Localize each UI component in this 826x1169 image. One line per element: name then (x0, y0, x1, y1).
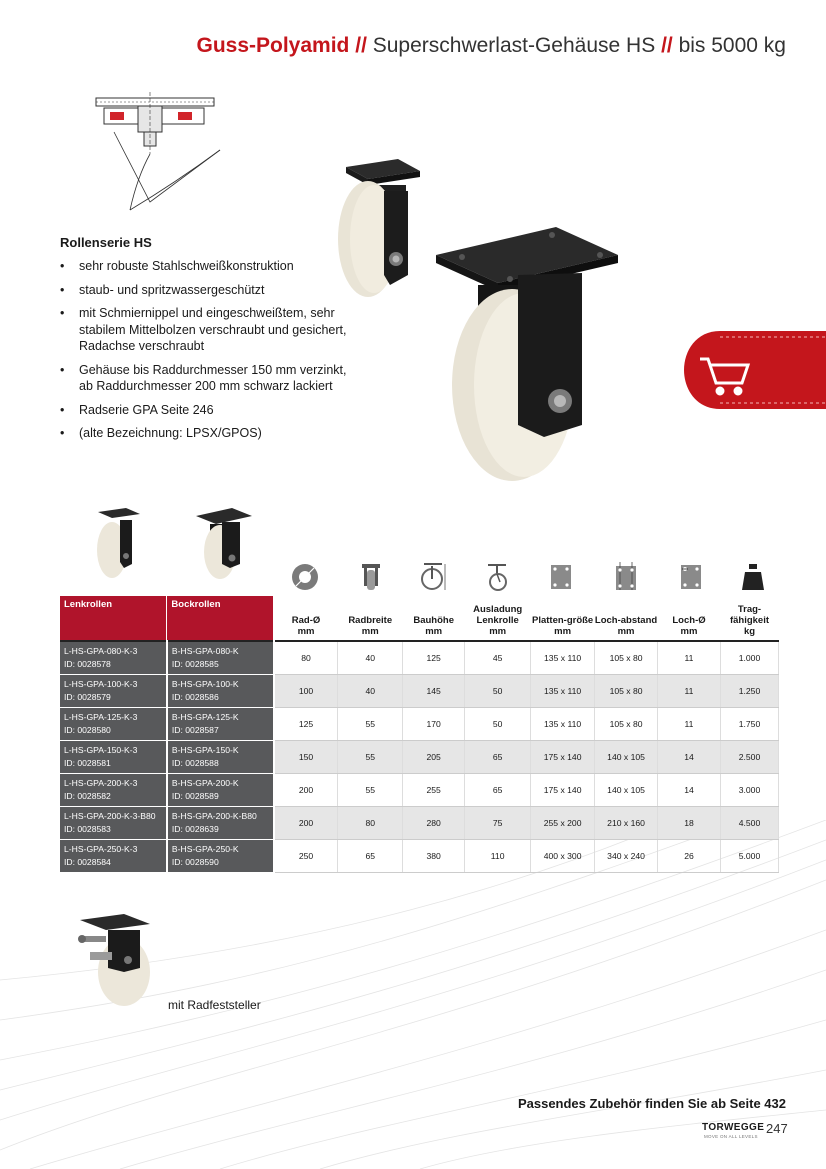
table-row (60, 740, 779, 773)
overall-height-icon (418, 560, 448, 592)
cell-hoehe: 380 (403, 839, 465, 872)
lenkrolle-cell: L-HS-GPA-200-K-3-B80 ID: 0028583 (60, 806, 167, 839)
title-separator-1: // (355, 34, 367, 57)
cell-lochabstand: 340 x 240 (595, 839, 658, 872)
cell-platte: 400 x 300 (531, 839, 595, 872)
feature-item: • Gehäuse bis Raddurchmesser 150 mm verzinkt, ab Raddurchmesser 200 mm schwarz lackiert (60, 362, 350, 395)
swivel-offset-icon (484, 562, 512, 592)
lenkrolle-cell: L-HS-GPA-100-K-3 ID: 0028579 (60, 674, 167, 707)
cell-platte: 135 x 110 (531, 674, 595, 707)
table-row (60, 773, 779, 806)
feature-item: • mit Schmiernippel und eingeschweißtem, sehr stabilem Mittelbolzen verschraubt und gesichert, Radachse verschraubt (60, 305, 350, 355)
cell-rad: 200 (274, 773, 338, 806)
wheel-diameter-icon (290, 562, 320, 592)
cell-rad: 100 (274, 674, 338, 707)
cell-ausladung: 65 (465, 773, 531, 806)
bockrolle-cell: B-HS-GPA-200-K-B80 ID: 0028639 (167, 806, 274, 839)
cell-platte: 175 x 140 (531, 773, 595, 806)
header-loch-diameter: Loch-Ø mm (672, 615, 706, 637)
cell-rad: 80 (274, 641, 338, 674)
spec-table (60, 596, 779, 873)
wheel-width-icon (358, 560, 384, 592)
page-number: 247 (766, 1121, 788, 1136)
cell-lochabstand: 210 x 160 (595, 806, 658, 839)
feature-list (60, 258, 350, 449)
plate-size-icon (548, 562, 574, 592)
cell-lochd: 14 (658, 740, 721, 773)
cell-lochd: 11 (658, 641, 721, 674)
header-lenkrollen: Lenkrollen (60, 596, 167, 641)
header-ausladung: Ausladung Lenkrolle mm (473, 604, 523, 637)
title-separator-2: // (661, 34, 673, 57)
cell-breite: 40 (338, 674, 403, 707)
cell-lochabstand: 140 x 105 (595, 773, 658, 806)
bockrolle-cell: B-HS-GPA-250-K ID: 0028590 (167, 839, 274, 872)
castor-with-brake-image (70, 910, 162, 1006)
lenkrolle-cell: L-HS-GPA-250-K-3 ID: 0028584 (60, 839, 167, 872)
fixed-castor-thumbnail (194, 506, 256, 580)
cell-ausladung: 75 (465, 806, 531, 839)
cell-breite: 55 (338, 773, 403, 806)
table-row (60, 641, 779, 674)
header-radbreite: Radbreite mm (348, 615, 393, 637)
cell-breite: 55 (338, 707, 403, 740)
lenkrolle-cell: L-HS-GPA-080-K-3 ID: 0028578 (60, 641, 167, 674)
cell-rad: 250 (274, 839, 338, 872)
cell-lochabstand: 105 x 80 (595, 641, 658, 674)
cell-rad: 200 (274, 806, 338, 839)
header-tragfaehigkeit: Trag-fähigkeit kg (729, 604, 770, 637)
header-lochabstand: Loch-abstand mm (594, 615, 658, 637)
table-row (60, 839, 779, 872)
cell-lochd: 11 (658, 707, 721, 740)
lenkrolle-cell: L-HS-GPA-200-K-3 ID: 0028582 (60, 773, 167, 806)
hole-diameter-icon (678, 562, 704, 592)
header-rad-diameter: Rad-Ø mm (291, 615, 321, 637)
swivel-castor-thumbnail (92, 506, 148, 580)
cell-platte: 135 x 110 (531, 641, 595, 674)
cell-platte: 135 x 110 (531, 707, 595, 740)
cell-hoehe: 280 (403, 806, 465, 839)
cell-lochd: 26 (658, 839, 721, 872)
feature-item: • Radserie GPA Seite 246 (60, 402, 350, 419)
table-row (60, 806, 779, 839)
cell-ausladung: 110 (465, 839, 531, 872)
cell-rad: 125 (274, 707, 338, 740)
shop-cart-badge[interactable] (680, 327, 826, 413)
fixed-castor-image (432, 225, 632, 485)
cell-hoehe: 170 (403, 707, 465, 740)
bockrolle-cell: B-HS-GPA-150-K ID: 0028588 (167, 740, 274, 773)
cell-breite: 55 (338, 740, 403, 773)
swivel-castor-image (328, 155, 438, 305)
hole-spacing-icon (612, 560, 640, 592)
cell-ausladung: 50 (465, 707, 531, 740)
cell-trag: 5.000 (720, 839, 778, 872)
cell-hoehe: 145 (403, 674, 465, 707)
feature-item: • staub- und spritzwassergeschützt (60, 282, 350, 299)
bockrolle-cell: B-HS-GPA-200-K ID: 0028589 (167, 773, 274, 806)
lenkrolle-cell: L-HS-GPA-125-K-3 ID: 0028580 (60, 707, 167, 740)
cell-platte: 255 x 200 (531, 806, 595, 839)
cell-lochabstand: 105 x 80 (595, 707, 658, 740)
cell-lochabstand: 140 x 105 (595, 740, 658, 773)
cell-lochd: 11 (658, 674, 721, 707)
header-plattengroesse: Platten-größe mm (531, 615, 594, 637)
table-header-row (60, 596, 779, 641)
bockrolle-cell: B-HS-GPA-080-K ID: 0028585 (167, 641, 274, 674)
cell-breite: 65 (338, 839, 403, 872)
cell-trag: 2.500 (720, 740, 778, 773)
series-title: Rollenserie HS (60, 235, 152, 250)
cell-breite: 40 (338, 641, 403, 674)
cell-lochd: 18 (658, 806, 721, 839)
lenkrolle-cell: L-HS-GPA-150-K-3 ID: 0028581 (60, 740, 167, 773)
cell-hoehe: 125 (403, 641, 465, 674)
technical-drawing (90, 92, 230, 217)
cell-trag: 1.750 (720, 707, 778, 740)
header-bockrollen: Bockrollen (167, 596, 274, 641)
feature-item: • (alte Bezeichnung: LPSX/GPOS) (60, 425, 350, 442)
cell-trag: 1.250 (720, 674, 778, 707)
cell-trag: 4.500 (720, 806, 778, 839)
brand-tagline: MOVE ON ALL LEVELS (704, 1134, 758, 1139)
title-capacity: bis 5000 kg (678, 34, 786, 57)
page-title (197, 34, 787, 58)
weight-icon (740, 562, 766, 592)
cell-hoehe: 255 (403, 773, 465, 806)
header-bauhoehe: Bauhöhe mm (413, 615, 454, 637)
cell-trag: 3.000 (720, 773, 778, 806)
brake-caption: mit Radfeststeller (168, 998, 261, 1012)
feature-item: • sehr robuste Stahlschweißkonstruktion (60, 258, 350, 275)
cell-platte: 175 x 140 (531, 740, 595, 773)
cell-trag: 1.000 (720, 641, 778, 674)
cell-rad: 150 (274, 740, 338, 773)
table-row (60, 674, 779, 707)
cell-lochabstand: 105 x 80 (595, 674, 658, 707)
table-row (60, 707, 779, 740)
cell-ausladung: 45 (465, 641, 531, 674)
title-housing: Superschwerlast-Gehäuse HS (372, 34, 656, 57)
title-material: Guss-Polyamid (196, 34, 350, 57)
cell-breite: 80 (338, 806, 403, 839)
accessory-note: Passendes Zubehör finden Sie ab Seite 432 (517, 1096, 786, 1111)
bockrolle-cell: B-HS-GPA-100-K ID: 0028586 (167, 674, 274, 707)
cell-ausladung: 50 (465, 674, 531, 707)
bockrolle-cell: B-HS-GPA-125-K ID: 0028587 (167, 707, 274, 740)
cell-lochd: 14 (658, 773, 721, 806)
cell-ausladung: 65 (465, 740, 531, 773)
cell-hoehe: 205 (403, 740, 465, 773)
brand-logo: TORWEGGE (702, 1122, 765, 1133)
